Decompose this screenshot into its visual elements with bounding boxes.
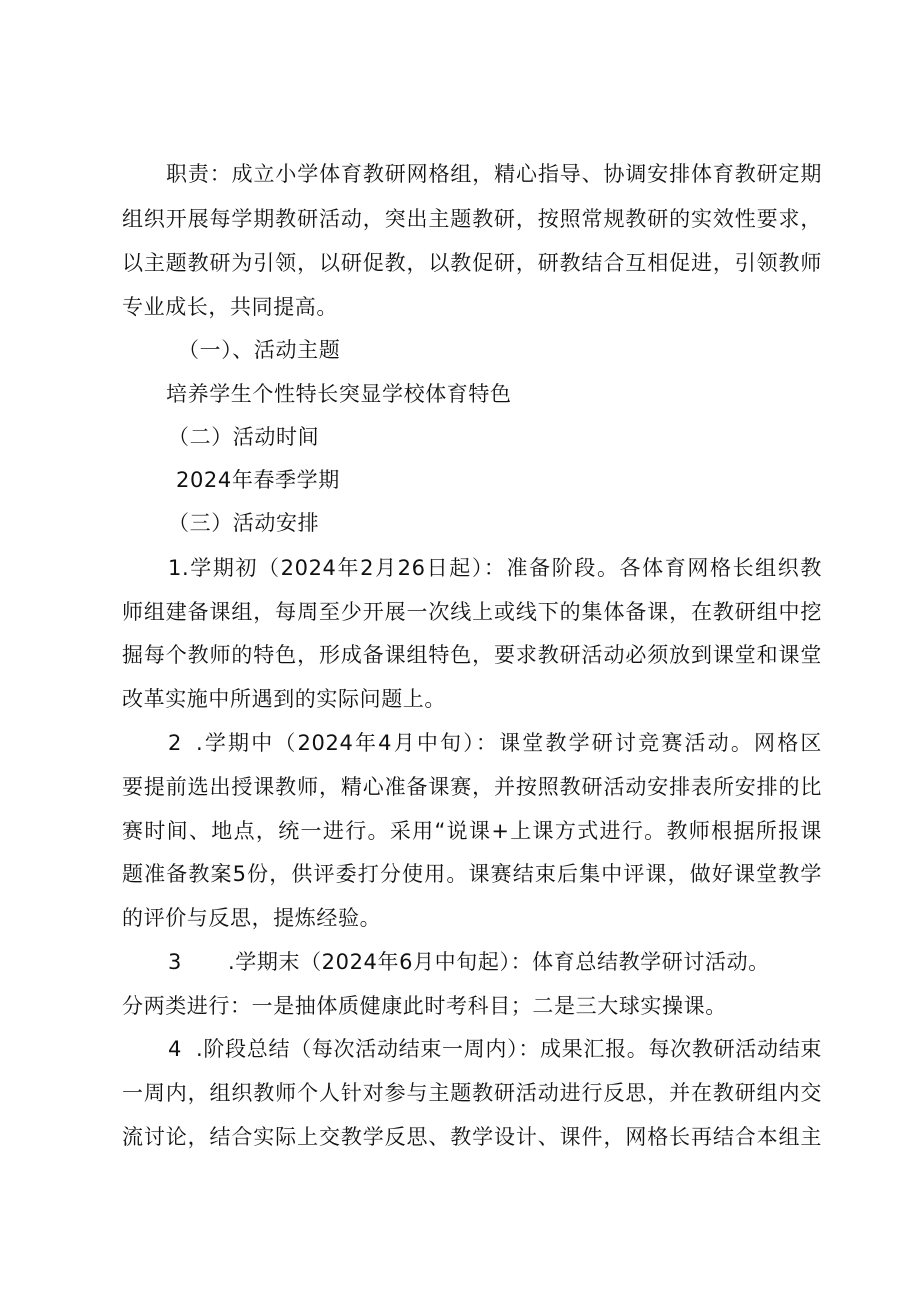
item-4-number: 4: [168, 1037, 182, 1061]
item-2-line-1: .学期中（2024年4月中旬）：课堂教学研讨竞赛活动。网格区: [196, 731, 822, 755]
duty-line-2: 组织开展每学期教研活动，突出主题教研，按照常规教研的实效性要求，: [122, 207, 822, 231]
item-1-line-2: 师组建备课组，每周至少开展一次线上或线下的集体备课，在教研组中挖: [122, 600, 822, 624]
item-3-line-2: 分两类进行：一是抽体质健康此时考科目；二是三大球实操课。: [122, 994, 727, 1018]
item-2-line-4: 题准备教案5份，供评委打分使用。课赛结束后集中评课，做好课堂教学: [122, 862, 822, 886]
item-1-line-4: 改革实施中所遇到的实际问题上。: [122, 687, 446, 711]
item-2-number: 2: [168, 731, 182, 755]
section-2-heading: （二）活动时间: [168, 425, 320, 449]
item-1-line-1: 1.学期初（2024年2月26日起）：准备阶段。各体育网格长组织教: [168, 556, 822, 580]
section-3-heading: （三）活动安排: [168, 511, 320, 535]
item-3-number: 3: [168, 950, 182, 974]
section-1-text: 培养学生个性特长突显学校体育特色: [166, 382, 512, 406]
section-1-heading: （一）、活动主题: [178, 338, 341, 362]
duty-line-1: 职责：成立小学体育教研网格组，精心指导、协调安排体育教研定期: [166, 162, 822, 186]
duty-line-3: 以主题教研为引领，以研促教，以教促研，研教结合互相促进，引领教师: [122, 251, 822, 275]
duty-line-4: 专业成长，共同提高。: [122, 295, 338, 319]
item-4-line-2: 一周内，组织教师个人针对参与主题教研活动进行反思，并在教研组内交: [122, 1081, 822, 1105]
item-3-line-1: .学期末（2024年6月中旬起）：体育总结教学研讨活动。: [228, 950, 770, 974]
item-2-line-3: 赛时间、地点，统一进行。采用“说课+上课方式进行。教师根据所报课: [122, 819, 822, 843]
item-4-line-3: 流讨论，结合实际上交教学反思、教学设计、课件，网格长再结合本组主: [122, 1125, 822, 1149]
section-2-text: 2024年春季学期: [176, 468, 340, 492]
item-2-line-5: 的评价与反思，提炼经验。: [122, 906, 382, 930]
item-4-line-1: .阶段总结（每次活动结束一周内）：成果汇报。每次教研活动结束: [196, 1037, 822, 1061]
item-2-line-2: 要提前选出授课教师，精心准备课赛，并按照教研活动安排表所安排的比: [122, 775, 822, 799]
item-1-line-3: 掘每个教师的特色，形成备课组特色，要求教研活动必须放到课堂和课堂: [122, 643, 822, 667]
